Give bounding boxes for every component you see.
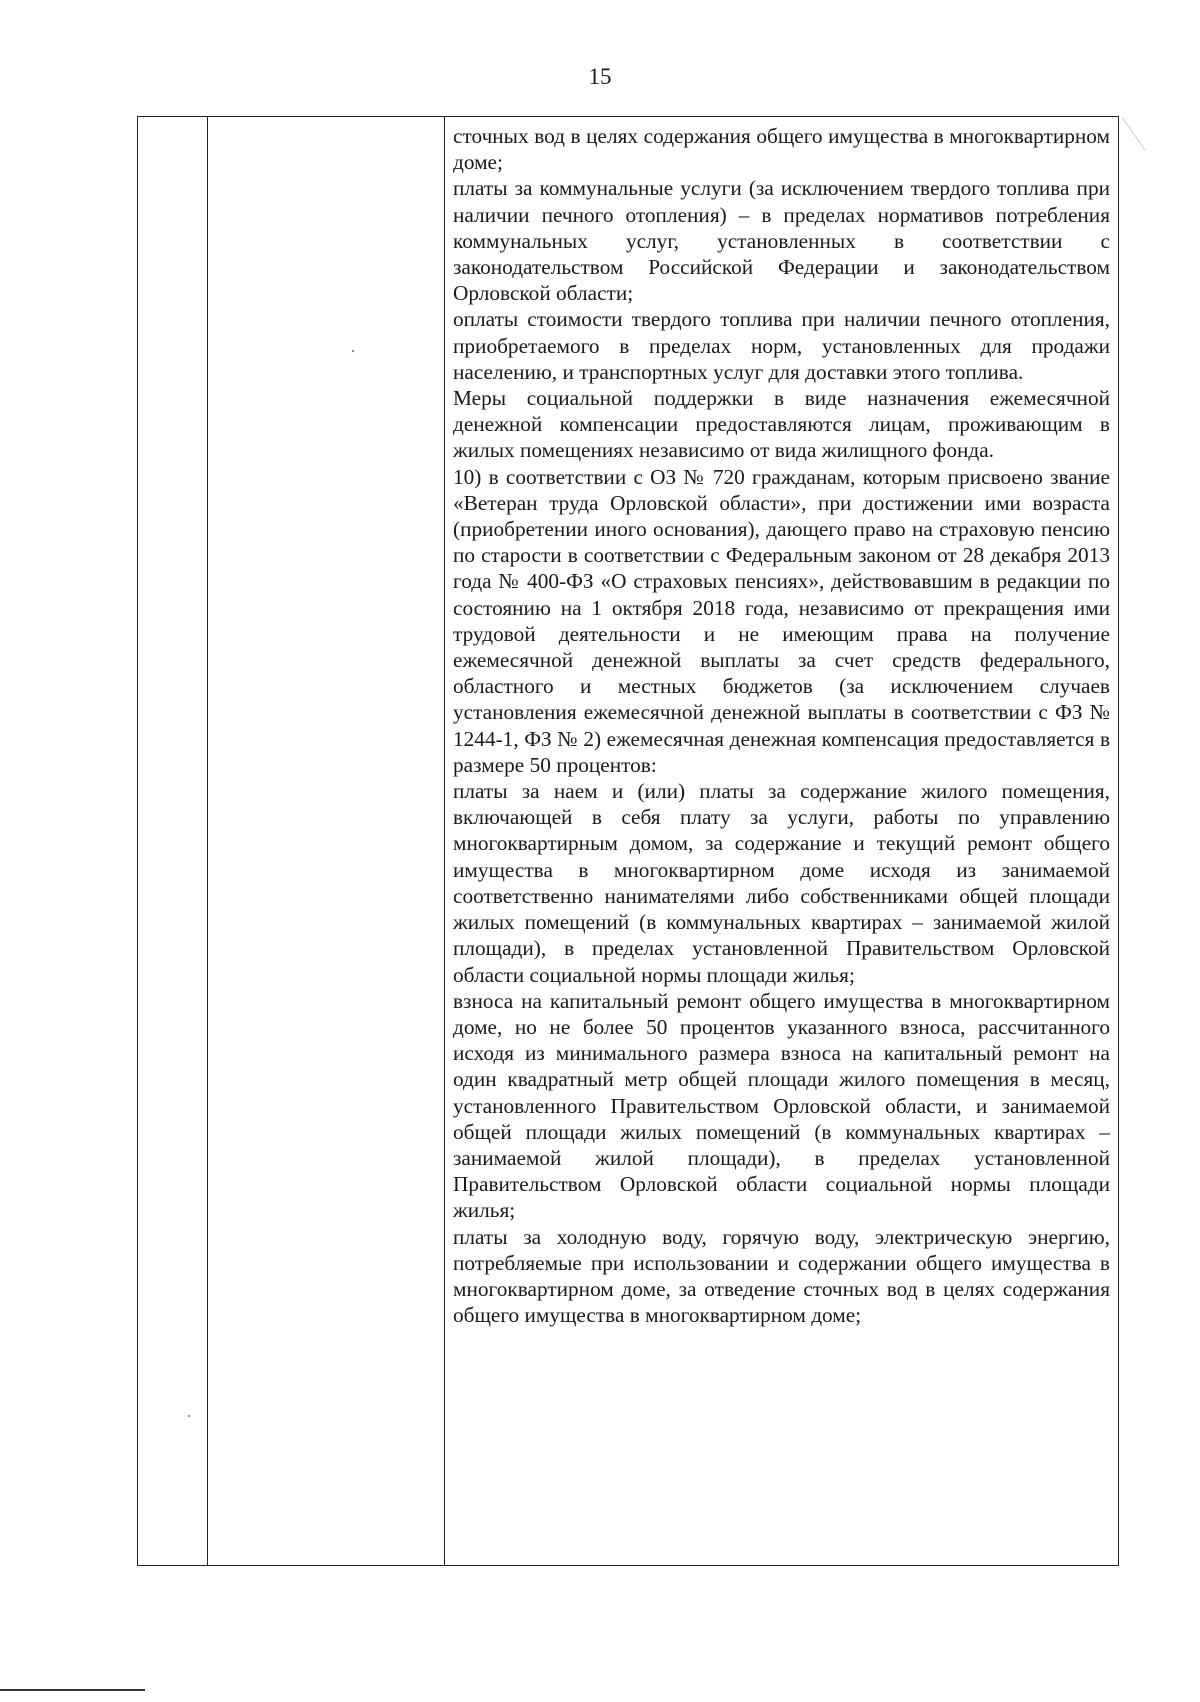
- paragraph: платы за наем и (или) платы за содержание жилого помещения, включающей в себя плату за услуги, работы по управлению многоквартирным домом, за содержание и текущий ремонт общего имущества в многоквартирном доме исходя из занимаемой соответственно нанимателями либо собственниками общей площади жилых помещений (в коммунальных квартирах – занимаемой жилой площади), в пределах установленной Правительством Орловской области социальной нормы площади жилья;: [453, 779, 1110, 987]
- scan-speck: [352, 350, 354, 352]
- scan-speck: [188, 1415, 190, 1417]
- paragraph: сточных вод в целях содержания общего имущества в многоквартирном доме;: [453, 124, 1110, 175]
- column-divider-1: [207, 117, 208, 1565]
- paragraph: взноса на капитальный ремонт общего имущества в многоквартирном доме, но не более 50 процентов указанного взноса, рассчитанного исходя из минимального размера взноса на капитальный ремонт на один квадратный метр общей площади жилого помещения в месяц, установленного Правительством Орловской области, и занимаемой общей площади жилых помещений (в коммунальных квартирах – занимаемой жилой площади), в пределах установленной Правительством Орловской области социальной нормы площади жилья;: [453, 988, 1110, 1223]
- column-divider-2: [444, 117, 445, 1565]
- paragraph: 10) в соответствии с ОЗ № 720 гражданам, которым присвоено звание «Ветеран труда Орловской области», при достижении ими возраста (приобретении иного основания), дающего право на страховую пенсию по старости в соответствии с Федеральным законом от 28 декабря 2013 года № 400-ФЗ «О страховых пенсиях», действовавшим в редакции по состоянию на 1 октября 2018 года, независимо от прекращения ими трудовой деятельности и не имеющим права на получение ежемесячной денежной выплаты за счет средств федерального, областного и местных бюджетов (за исключением случаев установления ежемесячной денежной выплаты в соответствии с ФЗ № 1244-1, ФЗ № 2) ежемесячная денежная компенсация предоставляется в размере 50 процентов:: [453, 464, 1110, 777]
- scan-artifact-line: [0, 1689, 145, 1691]
- paragraph: Меры социальной поддержки в виде назначения ежемесячной денежной компенсации предоставляются лицам, проживающим в жилых помещениях независимо от вида жилищного фонда.: [453, 386, 1110, 463]
- table-cell-content: [453, 123, 1110, 1328]
- scan-artifact-corner: [1122, 100, 1170, 151]
- document-table: [137, 116, 1119, 1566]
- page-number: 15: [588, 64, 612, 89]
- paragraph: платы за коммунальные услуги (за исключением твердого топлива при наличии печного отопления) – в пределах нормативов потребления коммунальных услуг, установленных в соответствии с законодательством Российской Федерации и законодательством Орловской области;: [453, 176, 1110, 306]
- paragraph: платы за холодную воду, горячую воду, электрическую энергию, потребляемые при использовании и содержании общего имущества в многоквартирном доме, за отведение сточных вод в целях содержания общего имущества в многоквартирном доме;: [453, 1224, 1110, 1328]
- paragraph: оплаты стоимости твердого топлива при наличии печного отопления, приобретаемого в пределах норм, установленных для продажи населению, и транспортных услуг для доставки этого топлива.: [453, 307, 1110, 384]
